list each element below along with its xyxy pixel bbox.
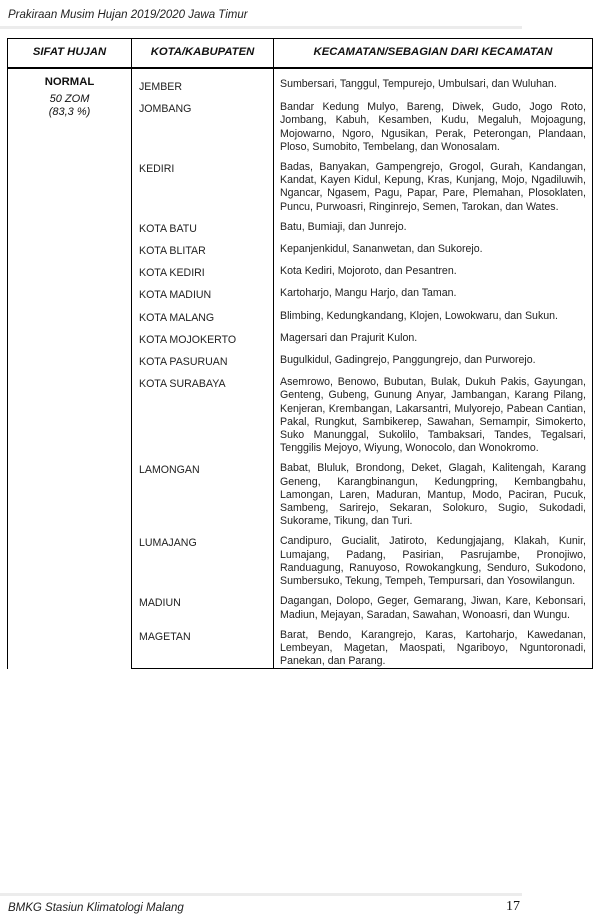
kota-cell (132, 622, 274, 669)
kecamatan-list: Babat, Bluluk, Brondong, Deket, Glagah, Kalitengah, Karang Geneng, Karangbinangun, Kedungpring, Kembangbahu, Lamongan, Laren, Maduran, Mantup, Modo, Paciran, Pucuk, Sambeng, Sarirejo, Sekaran, Solokuro, Sugio, Sukodadi, Sukorame, Tikung, dan Turi. (280, 462, 586, 528)
kota-name: KOTA KEDIRI (139, 267, 205, 280)
kota-cell (132, 280, 274, 302)
table-row (8, 68, 593, 94)
table-header-row (8, 39, 593, 69)
kecamatan-cell (274, 94, 593, 154)
kecamatan-cell (274, 154, 593, 214)
kecamatan-cell (274, 622, 593, 669)
kecamatan-cell (274, 528, 593, 588)
kecamatan-cell (274, 258, 593, 280)
kota-name: JOMBANG (139, 103, 192, 116)
kecamatan-cell (274, 236, 593, 258)
kota-name: KOTA BLITAR (139, 245, 206, 258)
kota-name: KOTA MADIUN (139, 289, 212, 302)
sifat-hujan-cell (8, 68, 132, 669)
kecamatan-list: Dagangan, Dolopo, Geger, Gemarang, Jiwan, Kare, Kebonsari, Madiun, Mejayan, Saradan, Sawahan, Wonoasri, dan Wungu. (280, 595, 586, 621)
kota-cell (132, 154, 274, 214)
page-footer: BMKG Stasiun Klimatologi Malang (8, 902, 184, 914)
header-divider (0, 26, 522, 29)
kota-cell (132, 588, 274, 621)
kota-name: MADIUN (139, 597, 181, 610)
kota-name: KEDIRI (139, 163, 175, 176)
kecamatan-list: Blimbing, Kedungkandang, Klojen, Lowokwaru, dan Sukun. (280, 309, 558, 322)
footer-divider (0, 893, 522, 896)
page-number: 17 (506, 899, 520, 914)
kecamatan-cell (274, 369, 593, 455)
column-header-kota-kabupaten: KOTA/KABUPATEN (132, 39, 274, 69)
kota-cell (132, 258, 274, 280)
kota-cell (132, 369, 274, 455)
kecamatan-list: Badas, Banyakan, Gampengrejo, Grogol, Gurah, Kandangan, Kandat, Kayen Kidul, Kepung, Kras, Kunjang, Mojo, Ngadiluwih, Ngancar, Ngasem, Pagu, Papar, Pare, Plemahan, Plosoklaten, Puncu, Purwoasri, Ringinrejo, Semen, Tarokan, dan Wates. (280, 161, 586, 213)
kecamatan-list: Batu, Bumiaji, dan Junrejo. (280, 220, 407, 233)
sifat-hujan-title: NORMAL (44, 76, 95, 88)
kota-name: MAGETAN (139, 630, 191, 643)
kota-cell (132, 68, 274, 94)
kota-name: KOTA BATU (139, 222, 197, 235)
kecamatan-list: Kota Kediri, Mojoroto, dan Pesantren. (280, 265, 457, 278)
kota-cell (132, 236, 274, 258)
kecamatan-cell (274, 303, 593, 325)
kecamatan-list: Bandar Kedung Mulyo, Bareng, Diwek, Gudo, Jogo Roto, Jombang, Kabuh, Kesamben, Kudu, Megaluh, Mojoagung, Mojowarno, Ngoro, Ngusikan, Perak, Peterongan, Plandaan, Ploso, Sumobito, Tembelang, dan Wonosalam. (280, 101, 586, 153)
kecamatan-cell (274, 588, 593, 621)
kota-cell (132, 455, 274, 528)
kecamatan-cell (274, 214, 593, 236)
kecamatan-list: Asemrowo, Benowo, Bubutan, Bulak, Dukuh Pakis, Gayungan, Genteng, Gubeng, Gunung Anyar, Jambangan, Karang Pilang, Kenjeran, Krembangan, Lakarsantri, Mulyorejo, Pabean Cantian, Pakal, Rungkut, Sambikerep, Sawahan, Semampir, Simokerto, Suko Manunggal, Sukolilo, Tambaksari, Tandes, Tegalsari, Tenggilis Mejoyo, Wiyung, Wonocolo, dan Wonokromo. (280, 376, 586, 455)
kota-cell (132, 94, 274, 154)
kecamatan-list: Magersari dan Prajurit Kulon. (280, 331, 418, 344)
column-header-kecamatan: KECAMATAN/SEBAGIAN DARI KECAMATAN (274, 39, 593, 69)
kota-cell (132, 214, 274, 236)
column-header-sifat-hujan: SIFAT HUJAN (8, 39, 132, 69)
kecamatan-list: Kartoharjo, Mangu Harjo, dan Taman. (280, 287, 457, 300)
kota-cell (132, 528, 274, 588)
kecamatan-list: Sumbersari, Tanggul, Tempurejo, Umbulsari, dan Wuluhan. (280, 78, 557, 90)
kecamatan-cell (274, 325, 593, 347)
kecamatan-list: Kepanjenkidul, Sananwetan, dan Sukorejo. (280, 243, 483, 256)
kecamatan-list: Bugulkidul, Gadingrejo, Panggungrejo, dan Purworejo. (280, 354, 536, 367)
page-header: Prakiraan Musim Hujan 2019/2020 Jawa Timur (8, 9, 248, 21)
zom-percent: (83,3 %) (48, 106, 91, 119)
kecamatan-cell (274, 280, 593, 302)
kecamatan-cell (274, 455, 593, 528)
kota-cell (132, 347, 274, 369)
kecamatan-cell (274, 68, 593, 94)
kecamatan-list: Candipuro, Gucialit, Jatiroto, Kedungjajang, Klakah, Kunir, Lumajang, Padang, Pasirian, Pasrujambe, Pronojiwo, Randuagung, Ranuyoso, Rowokangkung, Senduro, Sukodono, Sumbersuko, Tekung, Tempeh, Tempursari, dan Yosowilangun. (280, 535, 586, 588)
kota-name: LAMONGAN (139, 464, 200, 477)
kecamatan-cell (274, 347, 593, 369)
kota-name: JEMBER (139, 81, 182, 93)
kota-cell (132, 303, 274, 325)
kecamatan-list: Barat, Bendo, Karangrejo, Karas, Kartoharjo, Kawedanan, Lembeyan, Magetan, Maospati, Ngariboyo, Nguntoronadi, Panekan, dan Parang. (280, 628, 586, 668)
kota-name: KOTA MOJOKERTO (139, 333, 237, 346)
kota-name: LUMAJANG (139, 537, 197, 550)
kota-cell (132, 325, 274, 347)
kota-name: KOTA MALANG (139, 311, 215, 324)
rainfall-table (7, 38, 593, 669)
kota-name: KOTA PASURUAN (139, 356, 228, 369)
zom-count: 50 ZOM (49, 93, 90, 106)
kota-name: KOTA SURABAYA (139, 378, 226, 391)
